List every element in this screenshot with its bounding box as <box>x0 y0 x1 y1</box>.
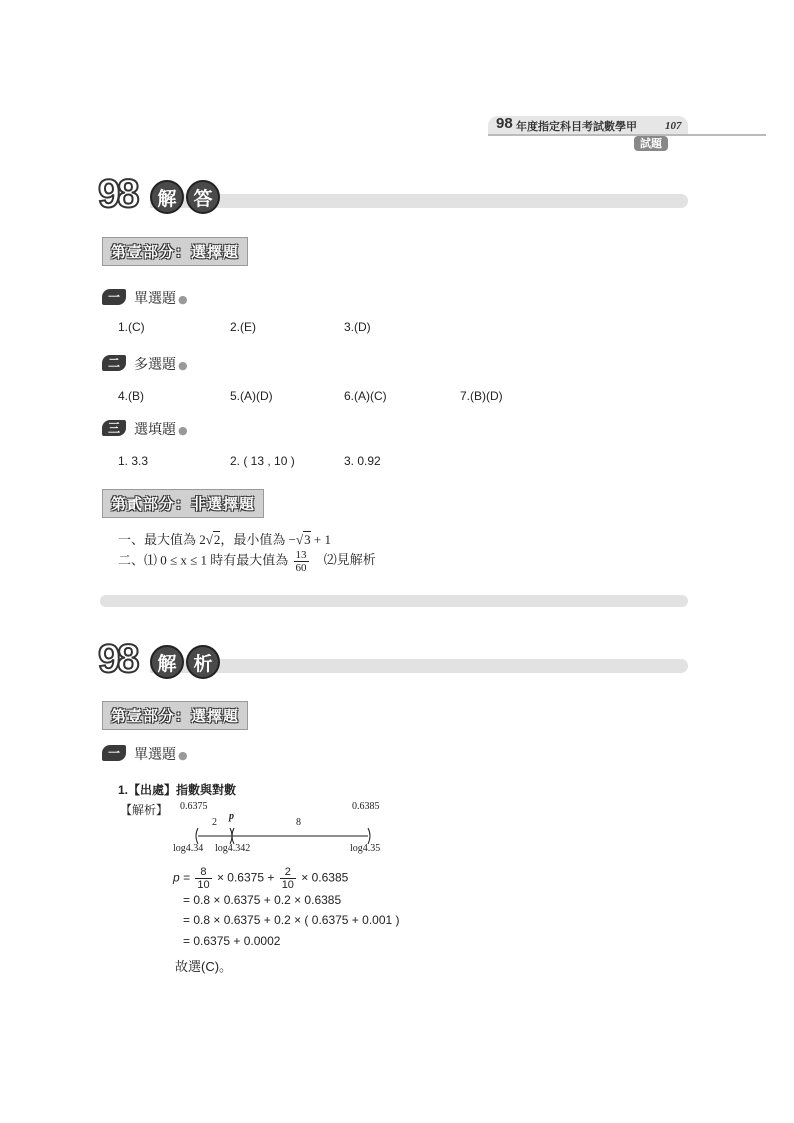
eq1-f1-den: 10 <box>197 879 210 891</box>
group-label-3-dot: ● <box>178 424 188 437</box>
group-badge-3: 三 <box>102 420 126 436</box>
analysis-banner-bar <box>150 659 688 673</box>
analysis-part1-heading: 第壹部分：選擇題 <box>102 701 248 730</box>
nonchoice-1-suffix: + 1 <box>310 532 331 547</box>
answer-2: 2.(E) <box>230 320 257 334</box>
diagram-segment-b: 8 <box>296 817 301 828</box>
fill-answer-3: 3. 0.92 <box>344 454 381 468</box>
eq1-f2-num: 2 <box>280 866 296 879</box>
nonchoice-1-mid: ，最小值為 − <box>220 532 296 547</box>
q1-analysis-tag: 【解析】 <box>120 803 169 817</box>
group-badge-1: 一 <box>102 289 126 305</box>
nonchoice-2-num: 13 <box>295 549 307 561</box>
fill-answer-1: 1. 3.3 <box>118 454 149 468</box>
q1-equation-3: = 0.8 × 0.6375 + 0.2 × ( 0.6375 + 0.001 ) <box>183 913 400 927</box>
eq1-mid: × 0.6375 + <box>216 870 275 885</box>
diagram-log-c: log4.35 <box>350 843 381 854</box>
group-label-2-dot: ● <box>178 359 188 372</box>
group-label-3 <box>134 419 188 439</box>
group-label-1-dot: ● <box>178 293 188 306</box>
eq1-f1-num: 8 <box>195 866 211 879</box>
analysis-group-label-1 <box>134 744 188 764</box>
group-label-3-text: 選填題 <box>134 422 176 438</box>
answers-banner-bar <box>150 194 688 208</box>
diagram-log-a: log4.34 <box>173 843 204 854</box>
eq1-fraction-2 <box>280 866 296 891</box>
eq1-lhs: p = <box>173 870 191 885</box>
fill-answer-2: 2. ( 13 , 10 ) <box>230 454 295 468</box>
q1-conclusion: 故選(C)。 <box>175 959 233 974</box>
nonchoice-1-rad2: 3 <box>304 532 311 547</box>
q1-equation-4: = 0.6375 + 0.0002 <box>183 934 281 948</box>
answers-part2-heading: 第貳部分：非選擇題 <box>102 489 264 518</box>
diagram-value-left: 0.6375 <box>180 801 208 812</box>
section-separator <box>100 595 688 607</box>
diagram-bracket-right <box>368 828 370 844</box>
answer-4: 4.(B) <box>118 389 145 403</box>
answer-1: 1.(C) <box>118 320 145 334</box>
answer-5: 5.(A)(D) <box>230 389 273 403</box>
eq1-f2-den: 10 <box>281 879 294 891</box>
answers-title-char-1: 解 <box>150 180 184 214</box>
q1-equation-2: = 0.8 × 0.6375 + 0.2 × 0.6385 <box>183 893 342 907</box>
analysis-group-label-1-text: 單選題 <box>134 747 176 763</box>
q1-source: 1.【出處】指數與對數 <box>118 783 237 797</box>
nonchoice-1-prefix: 一、最大值為 2 <box>118 532 206 547</box>
eq1-end: × 0.6385 <box>301 870 349 885</box>
analysis-group-badge-1: 一 <box>102 745 126 761</box>
q1-equation-1 <box>173 866 348 891</box>
answers-badge-98: 98 <box>98 172 137 216</box>
analysis-title-char-2: 析 <box>186 645 220 679</box>
answers-part1-heading: 第壹部分：選擇題 <box>102 237 248 266</box>
nonchoice-2-suffix: ⑵見解析 <box>323 552 376 568</box>
nonchoice-answer-2 <box>118 549 376 574</box>
analysis-title <box>150 645 220 679</box>
header-year: 98 <box>496 115 513 132</box>
answer-3: 3.(D) <box>344 320 371 334</box>
nonchoice-2-den: 60 <box>295 562 307 574</box>
answers-title-char-2: 答 <box>186 180 220 214</box>
analysis-badge-98: 98 <box>98 637 137 681</box>
analysis-group-label-1-dot: ● <box>178 749 188 762</box>
nonchoice-2-fraction <box>294 549 309 574</box>
header-title: 年度指定科目考試數學甲 <box>516 120 637 133</box>
group-label-2 <box>134 354 188 374</box>
group-label-2-text: 多選題 <box>134 357 176 373</box>
nonchoice-answer-1: 一、最大值為 2√2，最小值為 −√3 + 1 <box>118 532 331 547</box>
diagram-log-b: log4.342 <box>215 843 251 854</box>
header-badge: 試題 <box>634 136 668 151</box>
analysis-title-char-1: 解 <box>150 645 184 679</box>
diagram-bracket-left <box>196 828 198 844</box>
answer-6: 6.(A)(C) <box>344 389 387 403</box>
diagram-segment-a: 2 <box>212 817 217 828</box>
page-number: 107 <box>665 120 682 132</box>
group-badge-2: 二 <box>102 355 126 371</box>
header-rule <box>488 134 766 136</box>
group-label-1-text: 單選題 <box>134 291 176 307</box>
diagram-value-right: 0.6385 <box>352 801 380 812</box>
nonchoice-1-rad: 2 <box>213 532 221 547</box>
group-label-1 <box>134 288 188 308</box>
answers-title <box>150 180 220 214</box>
nonchoice-2-prefix: 二、⑴ 0 ≤ x ≤ 1 時有最大值為 <box>118 552 289 568</box>
eq1-fraction-1 <box>195 866 211 891</box>
answer-7: 7.(B)(D) <box>460 389 503 403</box>
diagram-p-label: p <box>229 811 234 822</box>
